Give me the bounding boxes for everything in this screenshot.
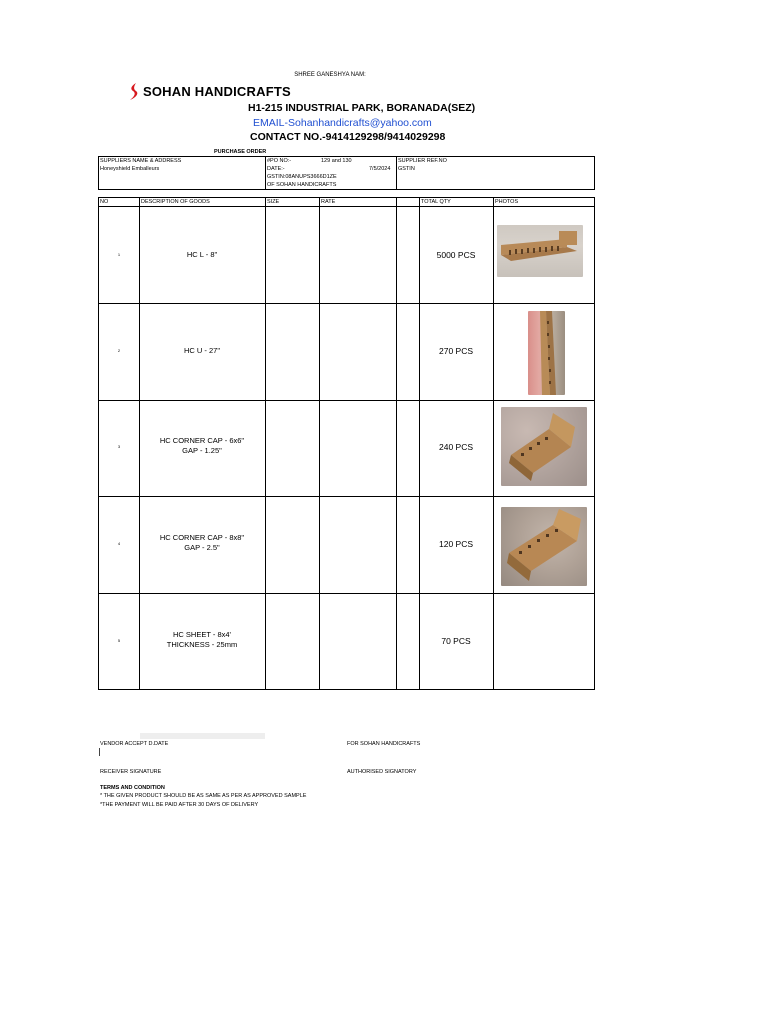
row-desc-line1: HC CORNER CAP - 6x6" — [159, 436, 245, 445]
order-info-box — [98, 156, 595, 190]
gstin-line: GSTIN:08ANUPS3666D1ZE — [267, 174, 337, 180]
row-no: 3 — [117, 444, 121, 449]
corner-cap-6x6-photo — [501, 407, 587, 486]
receiver-signature-label: RECEIVER SIGNATURE — [100, 769, 162, 775]
po-no-label: #PO NO:- — [267, 158, 292, 164]
company-address: H1-215 INDUSTRIAL PARK, BORANADA(SEZ) — [248, 102, 476, 114]
col-header-no: NO — [100, 199, 109, 205]
company-name: SOHAN HANDICRAFTS — [143, 84, 291, 99]
col-header-desc: DESCRIPTION OF GOODS — [141, 199, 210, 205]
term-2: *THE PAYMENT WILL BE PAID AFTER 30 DAYS OF DELIVERY — [100, 802, 259, 808]
supplier-ref-label: SUPPLIER REF.NO — [398, 158, 447, 164]
company-email[interactable]: EMAIL-Sohanhandicrafts@yahoo.com — [253, 117, 432, 129]
row-desc: HC U - 27" — [183, 346, 220, 355]
row-qty: 270 PCS — [438, 346, 474, 356]
term-1: * THE GIVEN PRODUCT SHOULD BE AS SAME AS PER AS APPROVED SAMPLE — [100, 793, 307, 799]
row-no: 5 — [117, 638, 121, 643]
supplier-name: Honeyshield Emballeurs — [100, 166, 160, 172]
corner-cap-8x8-photo — [501, 507, 587, 586]
row-qty: 5000 PCS — [436, 250, 476, 260]
row-no: 1 — [117, 252, 121, 257]
col-header-qty: TOTAL QTY — [421, 199, 451, 205]
flame-logo-icon — [126, 82, 142, 102]
hc-u-photo — [528, 311, 565, 395]
supplier-label: SUPPLIERS NAME & ADDRESS — [100, 158, 182, 164]
of-company-line: OF SOHAN HANDICRAFTS — [267, 182, 337, 188]
text-cursor — [99, 748, 100, 756]
document-title: PURCHASE ORDER — [214, 149, 267, 155]
row-desc: HC L - 8" — [186, 250, 218, 259]
row-qty: 240 PCS — [438, 442, 474, 452]
col-header-size: SIZE — [267, 199, 280, 205]
vendor-signature-area[interactable] — [140, 733, 265, 739]
row-desc-line1: HC SHEET - 8x4' — [173, 630, 231, 639]
authorised-signatory-label: AUTHORISED SIGNATORY — [347, 769, 417, 775]
date-label: DATE:- — [267, 166, 285, 172]
company-contact: CONTACT NO.-9414129298/9414029298 — [250, 131, 446, 143]
row-desc — [139, 436, 265, 456]
for-company-label: FOR SOHAN HANDICRAFTS — [347, 741, 421, 747]
row-desc-line2: GAP - 2.5" — [184, 543, 220, 552]
po-no-value: 129 and 130 — [321, 158, 352, 164]
col-header-rate: RATE — [321, 199, 336, 205]
invocation-text: SHREE GANESHYA NAM: — [294, 72, 366, 78]
row-qty: 70 PCS — [441, 636, 471, 646]
gstin-label: GSTIN — [398, 166, 415, 172]
row-desc-line1: HC CORNER CAP - 8x8" — [159, 533, 245, 542]
row-desc-line2: GAP - 1.25" — [182, 446, 222, 455]
terms-title: TERMS AND CONDITION — [100, 785, 165, 791]
date-value: 7/5/2024 — [369, 166, 391, 172]
row-no: 2 — [117, 348, 121, 353]
row-desc-line2: THICKNESS - 25mm — [166, 640, 238, 649]
vendor-accept-label: VENDOR ACCEPT D.DATE — [100, 741, 169, 747]
col-header-photos: PHOTOS — [495, 199, 519, 205]
row-no: 4 — [117, 541, 121, 546]
row-qty: 120 PCS — [438, 539, 474, 549]
items-table — [98, 197, 595, 690]
row-desc — [139, 630, 265, 650]
row-desc — [139, 533, 265, 553]
hc-l-photo — [497, 225, 583, 277]
